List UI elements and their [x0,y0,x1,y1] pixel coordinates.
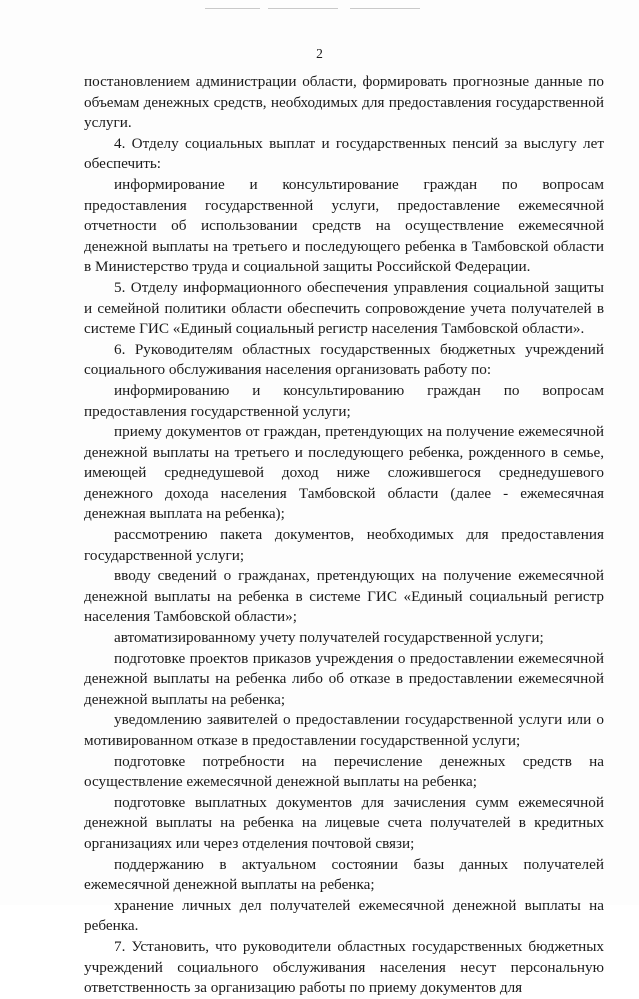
paragraph: подготовке выплатных документов для зачисления сумм ежемесячной денежной выплаты на ребенка на лицевые счета получателей в кредитных организациях или через отделения почтовой связи; [84,793,604,852]
scan-artifact-line [205,8,260,9]
paragraph: рассмотрению пакета документов, необходимых для предоставления государственной услуги; [84,526,604,564]
paragraph: 4. Отделу социальных выплат и государственных пенсий за выслугу лет обеспечить: [84,134,604,173]
paragraph: поддержанию в актуальном состоянии базы данных получателей ежемесячной денежной выплаты на ребенка; [84,855,604,894]
paragraph: постановлением администрации области, формировать прогнозные данные по объемам денежных средств, необходимых для предоставления государственной услуги. [84,73,604,132]
paragraph: информированию и консультированию граждан по вопросам предоставления государственной услуги; [84,381,604,420]
paragraph: хранение личных дел получателей ежемесячной денежной выплаты на ребенка. [84,896,604,935]
paragraph: подготовке потребности на перечисление денежных средств на осуществление ежемесячной денежной выплаты на ребенка; [84,752,604,791]
page-number: 2 [316,46,323,61]
paragraph: подготовке проектов приказов учреждения о предоставлении ежемесячной денежной выплаты на ребенка либо об отказе в предоставлении ежемесячной денежной выплаты на ребенка; [84,649,604,708]
paragraph: информирование и консультирование граждан по вопросам предоставления государственной услуги, предоставление ежемесячной отчетности об использовании средств на осуществление ежемесячной денежной выплаты на третьего и последующего ребенка в Тамбовской области в Министерство труда и социальной защиты Российской Федерации. [84,175,604,276]
paragraph: приему документов от граждан, претендующих на получение ежемесячной денежной выплаты на третьего и последующего ребенка, рожденного в семье, имеющей среднедушевой доход ниже сложившегося среднедушевого денежного дохода населения Тамбовской области (далее - ежемесячная денежная выплата на ребенка); [84,423,604,523]
scan-artifact-line [350,8,420,9]
document-body [84,72,604,999]
paragraph: 7. Установить, что руководители областных государственных бюджетных учреждений социального обслуживания населения несут персональную ответственность за организацию работы по приему документов для [84,937,604,997]
paragraph: автоматизированному учету получателей государственной услуги; [114,629,544,647]
paragraph: вводу сведений о гражданах, претендующих на получение ежемесячной денежной выплаты на ребенка в системе ГИС «Единый социальный регистр населения Тамбовской области»; [84,567,604,626]
scan-artifact-line [268,8,338,9]
paragraph: 6. Руководителям областных государственных бюджетных учреждений социального обслуживания населения организовать работу по: [84,340,604,379]
paragraph: уведомлению заявителей о предоставлении государственной услуги или о мотивированном отказе в предоставлении государственной услуги; [84,711,604,749]
paragraph: 5. Отделу информационного обеспечения управления социальной защиты и семейной политики области обеспечить сопровождение учета получателей в системе ГИС «Единый социальный регистр населения Тамбовской области». [84,278,604,338]
